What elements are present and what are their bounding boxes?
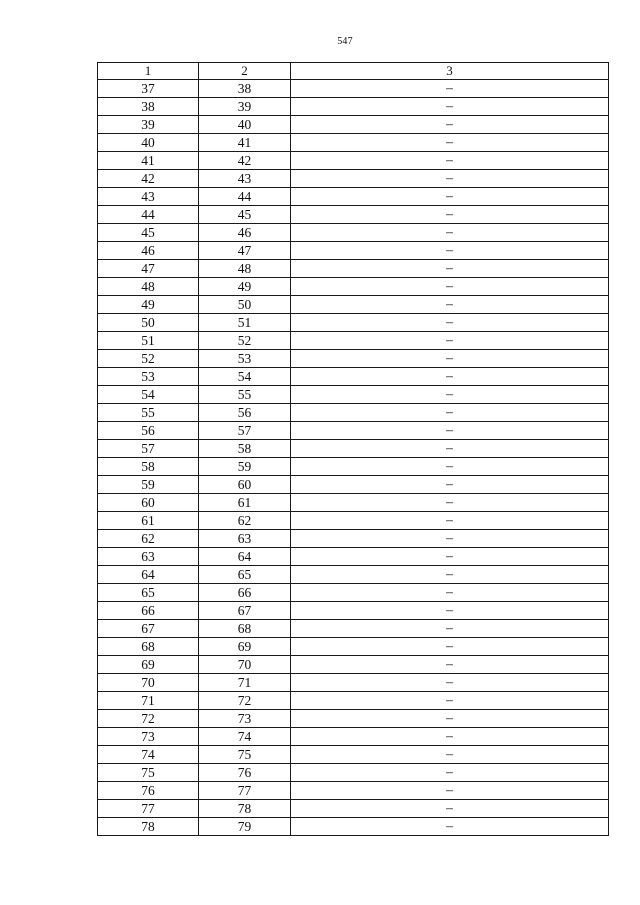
table-row [98,710,609,728]
table-row [98,170,609,188]
table-cell-col-3 [291,206,609,224]
table-cell-col-3 [291,458,609,476]
table-cell-col-2: 48 [199,260,291,278]
table-cell-col-1: 52 [98,350,199,368]
table-cell-col-1: 69 [98,656,199,674]
table-cell-col-3 [291,152,609,170]
column-header-1: 1 [98,63,199,80]
dash-value: – [446,565,453,581]
dash-value: – [446,367,453,383]
table-row [98,818,609,836]
table-cell-col-1: 66 [98,602,199,620]
table-cell-col-2: 69 [199,638,291,656]
table-cell-col-2: 38 [199,80,291,98]
table-cell-col-3 [291,530,609,548]
table-cell-col-3 [291,512,609,530]
table-cell-col-3 [291,746,609,764]
table-cell-col-1: 76 [98,782,199,800]
table-cell-col-3 [291,332,609,350]
column-header-2: 2 [199,63,291,80]
dash-value: – [446,331,453,347]
table-row [98,422,609,440]
table-cell-col-2: 42 [199,152,291,170]
table-cell-col-3 [291,764,609,782]
dash-value: – [446,727,453,743]
table-cell-col-1: 45 [98,224,199,242]
table-row [98,584,609,602]
table-cell-col-2: 72 [199,692,291,710]
dash-value: – [446,205,453,221]
table-cell-col-1: 53 [98,368,199,386]
table-cell-col-2: 58 [199,440,291,458]
dash-value: – [446,349,453,365]
table-row [98,314,609,332]
table-cell-col-3 [291,710,609,728]
table-row [98,404,609,422]
table-cell-col-3 [291,188,609,206]
dash-value: – [446,745,453,761]
table-cell-col-2: 46 [199,224,291,242]
table-row [98,746,609,764]
table-cell-col-2: 57 [199,422,291,440]
table-row [98,512,609,530]
table-row [98,458,609,476]
dash-value: – [446,799,453,815]
dash-value: – [446,79,453,95]
table-cell-col-2: 71 [199,674,291,692]
table-cell-col-1: 38 [98,98,199,116]
table-cell-col-2: 61 [199,494,291,512]
table-cell-col-2: 75 [199,746,291,764]
table-cell-col-3 [291,170,609,188]
table-cell-col-3 [291,674,609,692]
dash-value: – [446,637,453,653]
dash-value: – [446,439,453,455]
table-cell-col-1: 64 [98,566,199,584]
dash-value: – [446,313,453,329]
table-body [98,80,609,836]
table-cell-col-2: 43 [199,170,291,188]
page-number: 547 [337,36,353,47]
table-row [98,764,609,782]
table-cell-col-2: 59 [199,458,291,476]
dash-value: – [446,601,453,617]
dash-value: – [446,655,453,671]
table-cell-col-3 [291,314,609,332]
dash-value: – [446,475,453,491]
table-cell-col-1: 72 [98,710,199,728]
dash-value: – [446,259,453,275]
table-cell-col-1: 56 [98,422,199,440]
table-cell-col-1: 41 [98,152,199,170]
table-cell-col-2: 64 [199,548,291,566]
dash-value: – [446,115,453,131]
table-cell-col-3 [291,386,609,404]
table-cell-col-1: 40 [98,134,199,152]
table-cell-col-2: 67 [199,602,291,620]
table-cell-col-1: 65 [98,584,199,602]
dash-value: – [446,709,453,725]
table-row [98,440,609,458]
table-row [98,530,609,548]
table-row [98,188,609,206]
table-cell-col-3 [291,638,609,656]
dash-value: – [446,529,453,545]
table-cell-col-1: 48 [98,278,199,296]
table-row [98,476,609,494]
table-cell-col-3 [291,602,609,620]
table-cell-col-3 [291,584,609,602]
table-cell-col-2: 40 [199,116,291,134]
table-cell-col-2: 68 [199,620,291,638]
table-cell-col-3 [291,278,609,296]
dash-value: – [446,223,453,239]
table-cell-col-2: 65 [199,566,291,584]
table-cell-col-2: 54 [199,368,291,386]
table-row [98,296,609,314]
table-row [98,728,609,746]
table-cell-col-1: 77 [98,800,199,818]
table-cell-col-2: 51 [199,314,291,332]
table-row [98,656,609,674]
dash-value: – [446,673,453,689]
dash-value: – [446,151,453,167]
table-cell-col-1: 58 [98,458,199,476]
table-row [98,620,609,638]
table-row [98,692,609,710]
table-row [98,134,609,152]
dash-value: – [446,457,453,473]
table-cell-col-2: 66 [199,584,291,602]
dash-value: – [446,133,453,149]
dash-value: – [446,547,453,563]
table-row [98,224,609,242]
table-cell-col-2: 52 [199,332,291,350]
table-row [98,674,609,692]
table-cell-col-1: 60 [98,494,199,512]
table-cell-col-1: 62 [98,530,199,548]
table-cell-col-3 [291,548,609,566]
table-header [98,63,609,80]
table-cell-col-1: 55 [98,404,199,422]
table-cell-col-1: 68 [98,638,199,656]
dash-value: – [446,169,453,185]
column-header-3: 3 [291,63,609,80]
table-cell-col-2: 41 [199,134,291,152]
table-row [98,566,609,584]
table-cell-col-2: 79 [199,818,291,836]
dash-value: – [446,403,453,419]
dash-value: – [446,691,453,707]
dash-value: – [446,781,453,797]
table-cell-col-1: 59 [98,476,199,494]
table-cell-col-1: 39 [98,116,199,134]
table-row [98,152,609,170]
table-cell-col-1: 49 [98,296,199,314]
dash-value: – [446,817,453,833]
table-cell-col-1: 61 [98,512,199,530]
table-cell-col-1: 51 [98,332,199,350]
table-cell-col-1: 73 [98,728,199,746]
table-cell-col-1: 37 [98,80,199,98]
table-cell-col-3 [291,422,609,440]
table-row [98,494,609,512]
table-row [98,80,609,98]
header-row [98,63,609,80]
table-row [98,782,609,800]
table-cell-col-2: 50 [199,296,291,314]
table-cell-col-3 [291,224,609,242]
dash-value: – [446,97,453,113]
table-cell-col-2: 76 [199,764,291,782]
table-cell-col-1: 67 [98,620,199,638]
table-row [98,368,609,386]
table-cell-col-3 [291,620,609,638]
table-row [98,350,609,368]
table-cell-col-2: 55 [199,386,291,404]
table-row [98,242,609,260]
dash-value: – [446,277,453,293]
table-row [98,260,609,278]
table-cell-col-2: 70 [199,656,291,674]
dash-value: – [446,583,453,599]
table-cell-col-3 [291,440,609,458]
dash-value: – [446,511,453,527]
table-cell-col-3 [291,692,609,710]
table-cell-col-1: 74 [98,746,199,764]
table-cell-col-1: 43 [98,188,199,206]
table-cell-col-2: 60 [199,476,291,494]
table-row [98,800,609,818]
table-cell-col-2: 53 [199,350,291,368]
dash-value: – [446,493,453,509]
table-cell-col-1: 57 [98,440,199,458]
table-cell-col-2: 39 [199,98,291,116]
table-row [98,278,609,296]
dash-value: – [446,187,453,203]
table-cell-col-3 [291,818,609,836]
table-cell-col-3 [291,782,609,800]
table-cell-col-1: 47 [98,260,199,278]
table-cell-col-2: 62 [199,512,291,530]
table-row [98,602,609,620]
dash-value: – [446,385,453,401]
table-row [98,638,609,656]
dash-value: – [446,763,453,779]
dash-value: – [446,241,453,257]
table-cell-col-3 [291,656,609,674]
table-cell-col-3 [291,728,609,746]
table-cell-col-2: 78 [199,800,291,818]
table-row [98,548,609,566]
table-cell-col-2: 47 [199,242,291,260]
table-cell-col-1: 50 [98,314,199,332]
table-cell-col-1: 75 [98,764,199,782]
table-cell-col-1: 63 [98,548,199,566]
table-cell-col-3 [291,242,609,260]
dash-value: – [446,421,453,437]
table-cell-col-2: 56 [199,404,291,422]
dash-value: – [446,295,453,311]
table-cell-col-3 [291,98,609,116]
table-cell-col-2: 73 [199,710,291,728]
table-cell-col-3 [291,80,609,98]
dash-value: – [446,619,453,635]
table-cell-col-2: 63 [199,530,291,548]
table-cell-col-1: 44 [98,206,199,224]
table-cell-col-1: 78 [98,818,199,836]
table-row [98,332,609,350]
table-cell-col-2: 45 [199,206,291,224]
table-row [98,116,609,134]
table-cell-col-2: 74 [199,728,291,746]
table-cell-col-2: 44 [199,188,291,206]
table-row [98,98,609,116]
table-cell-col-3 [291,368,609,386]
table-cell-col-3 [291,494,609,512]
table-cell-col-3 [291,116,609,134]
table-cell-col-3 [291,134,609,152]
table-cell-col-1: 54 [98,386,199,404]
table-row [98,386,609,404]
table-cell-col-1: 46 [98,242,199,260]
table-cell-col-3 [291,350,609,368]
table-cell-col-3 [291,800,609,818]
data-table [97,62,609,836]
table-cell-col-3 [291,476,609,494]
table-cell-col-3 [291,260,609,278]
table-cell-col-3 [291,404,609,422]
table-cell-col-2: 49 [199,278,291,296]
table-cell-col-2: 77 [199,782,291,800]
table-cell-col-1: 42 [98,170,199,188]
table-cell-col-1: 71 [98,692,199,710]
table-cell-col-3 [291,296,609,314]
table-cell-col-3 [291,566,609,584]
table-cell-col-1: 70 [98,674,199,692]
table-row [98,206,609,224]
